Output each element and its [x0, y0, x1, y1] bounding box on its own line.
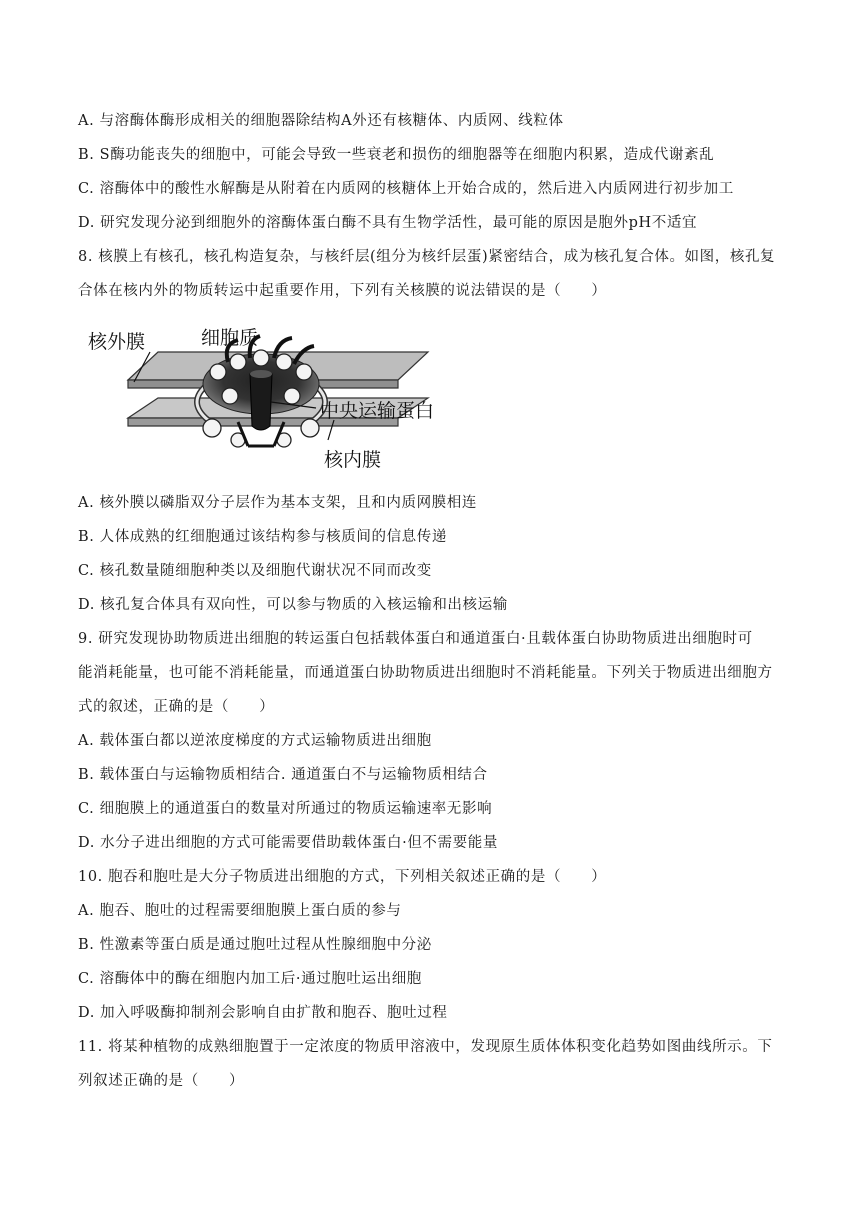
q8-stem-line-2: 合体在核内外的物质转运中起重要作用，下列有关核膜的说法错误的是（ ）: [78, 283, 607, 299]
q11-stem-line-1: 11. 将某种植物的成熟细胞置于一定浓度的物质甲溶液中，发现原生质体体积变化趋势如图曲线所示。下: [78, 1039, 773, 1055]
nuclear-pore-complex-figure: [88, 322, 460, 472]
q9-option-b: B. 载体蛋白与运输物质相结合. 通道蛋白不与运输物质相结合: [78, 767, 488, 783]
q9-stem-line-3: 式的叙述，正确的是（ ）: [78, 699, 275, 715]
q10-stem-line-1: 10. 胞吞和胞吐是大分子物质进出细胞的方式，下列相关叙述正确的是（ ）: [78, 869, 607, 885]
q10-option-c: C. 溶酶体中的酶在细胞内加工后·通过胞吐运出细胞: [78, 971, 422, 987]
q7-option-d: D. 研究发现分泌到细胞外的溶酶体蛋白酶不具有生物学活性，最可能的原因是胞外pH不适宜: [78, 215, 698, 231]
q7-option-a: A. 与溶酶体酶形成相关的细胞器除结构A外还有核糖体、内质网、线粒体: [78, 113, 564, 129]
nuclear-pore-diagram: [88, 322, 460, 472]
q9-stem-line-2: 能消耗能量，也可能不消耗能量，而通道蛋白协助物质进出细胞时不消耗能量。下列关于物质进出细胞方: [78, 665, 773, 681]
q8-option-a: A. 核外膜以磷脂双分子层作为基本支架，且和内质网膜相连: [78, 495, 477, 511]
q11-stem-line-2: 列叙述正确的是（ ）: [78, 1073, 245, 1089]
q9-option-d: D. 水分子进出细胞的方式可能需要借助载体蛋白·但不需要能量: [78, 835, 498, 851]
q8-option-d: D. 核孔复合体具有双向性，可以参与物质的入核运输和出核运输: [78, 597, 508, 613]
label-cytoplasm: 细胞质: [201, 327, 259, 349]
q9-option-c: C. 细胞膜上的通道蛋白的数量对所通过的物质运输速率无影响: [78, 801, 493, 817]
q8-stem-line-1: 8. 核膜上有核孔，核孔构造复杂，与核纤层(组分为核纤层蛋)紧密结合，成为核孔复合体。如图，核孔复: [78, 249, 776, 265]
central-transport-protein: [250, 374, 272, 430]
q7-option-c: C. 溶酶体中的酸性水解酶是从附着在内质网的核糖体上开始合成的，然后进入内质网进行初步加工: [78, 181, 734, 197]
q9-stem-line-1: 9. 研究发现协助物质进出细胞的转运蛋白包括载体蛋白和通道蛋白·且载体蛋白协助物质进出细胞时可: [78, 631, 753, 647]
label-central-transport-protein: 中央运输蛋白: [320, 400, 435, 422]
label-outer-membrane: 核外膜: [88, 331, 146, 353]
q10-option-b: B. 性激素等蛋白质是通过胞吐过程从性腺细胞中分泌: [78, 937, 432, 953]
q8-option-c: C. 核孔数量随细胞种类以及细胞代谢状况不同而改变: [78, 563, 432, 579]
label-inner-membrane: 核内膜: [324, 449, 382, 471]
q10-option-d: D. 加入呼吸酶抑制剂会影响自由扩散和胞吞、胞吐过程: [78, 1005, 448, 1021]
q9-option-a: A. 载体蛋白都以逆浓度梯度的方式运输物质进出细胞: [78, 733, 432, 749]
q7-option-b: B. S酶功能丧失的细胞中，可能会导致一些衰老和损伤的细胞器等在细胞内积累，造成代谢紊乱: [78, 147, 715, 163]
q10-option-a: A. 胞吞、胞吐的过程需要细胞膜上蛋白质的参与: [78, 903, 402, 919]
q8-option-b: B. 人体成熟的红细胞通过该结构参与核质间的信息传递: [78, 529, 447, 545]
